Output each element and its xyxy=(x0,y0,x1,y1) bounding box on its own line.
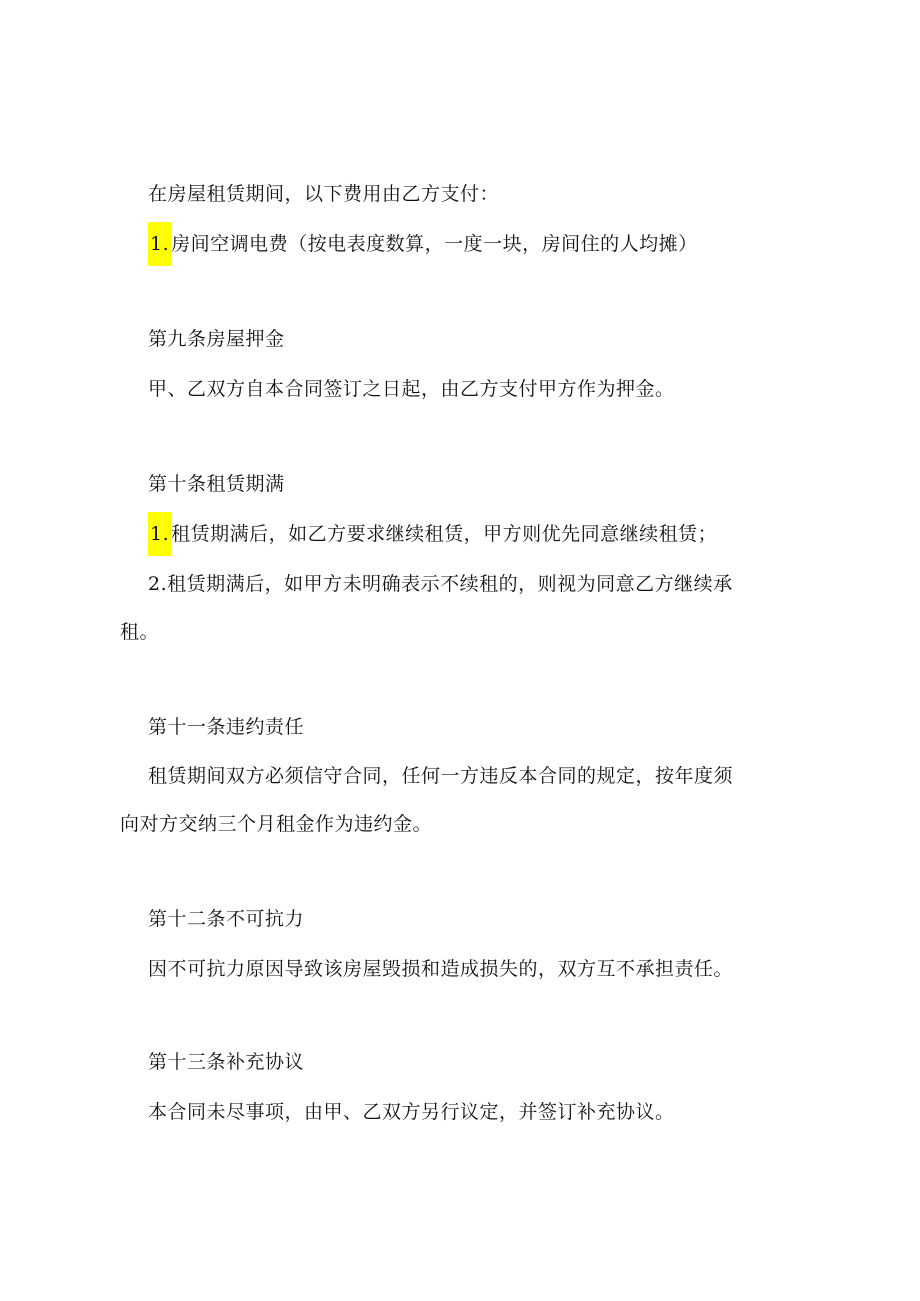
highlighted-item-number: 1. xyxy=(148,222,171,266)
article-11-title: 第十一条违约责任 xyxy=(148,716,305,738)
article-13-text: 本合同未尽事项，由甲、乙双方另行议定，并签订补充协议。 xyxy=(148,1101,675,1123)
article-12-text: 因不可抗力原因导致该房屋毁损和造成损失的，双方互不承担责任。 xyxy=(148,958,734,980)
article-9-title: 第九条房屋押金 xyxy=(148,328,285,350)
fee-item-1 xyxy=(148,230,698,258)
article-10-title: 第十条租赁期满 xyxy=(148,473,285,495)
article-9-text: 甲、乙双方自本合同签订之日起，由乙方支付甲方作为押金。 xyxy=(148,378,675,400)
article-10-item-1 xyxy=(148,520,717,548)
article-11-text-line-1: 租赁期间双方必须信守合同，任何一方违反本合同的规定，按年度须 xyxy=(148,765,734,787)
article-10-item-1-text: 租赁期满后，如乙方要求继续租赁，甲方则优先同意继续租赁； xyxy=(171,523,718,545)
fee-item-1-text: 房间空调电费（按电表度数算，一度一块，房间住的人均摊） xyxy=(171,233,698,255)
article-13-title: 第十三条补充协议 xyxy=(148,1051,305,1073)
article-10-item-2-line-2: 租。 xyxy=(120,621,160,643)
article-12-title: 第十二条不可抗力 xyxy=(148,908,305,930)
article-10-item-2-line-1: 2.租赁期满后，如甲方未明确表示不续租的，则视为同意乙方继续承 xyxy=(148,573,733,595)
fee-intro-text: 在房屋租赁期间，以下费用由乙方支付： xyxy=(148,183,500,205)
article-11-text-line-2: 向对方交纳三个月租金作为违约金。 xyxy=(120,813,433,835)
highlighted-item-number: 1. xyxy=(148,512,171,556)
